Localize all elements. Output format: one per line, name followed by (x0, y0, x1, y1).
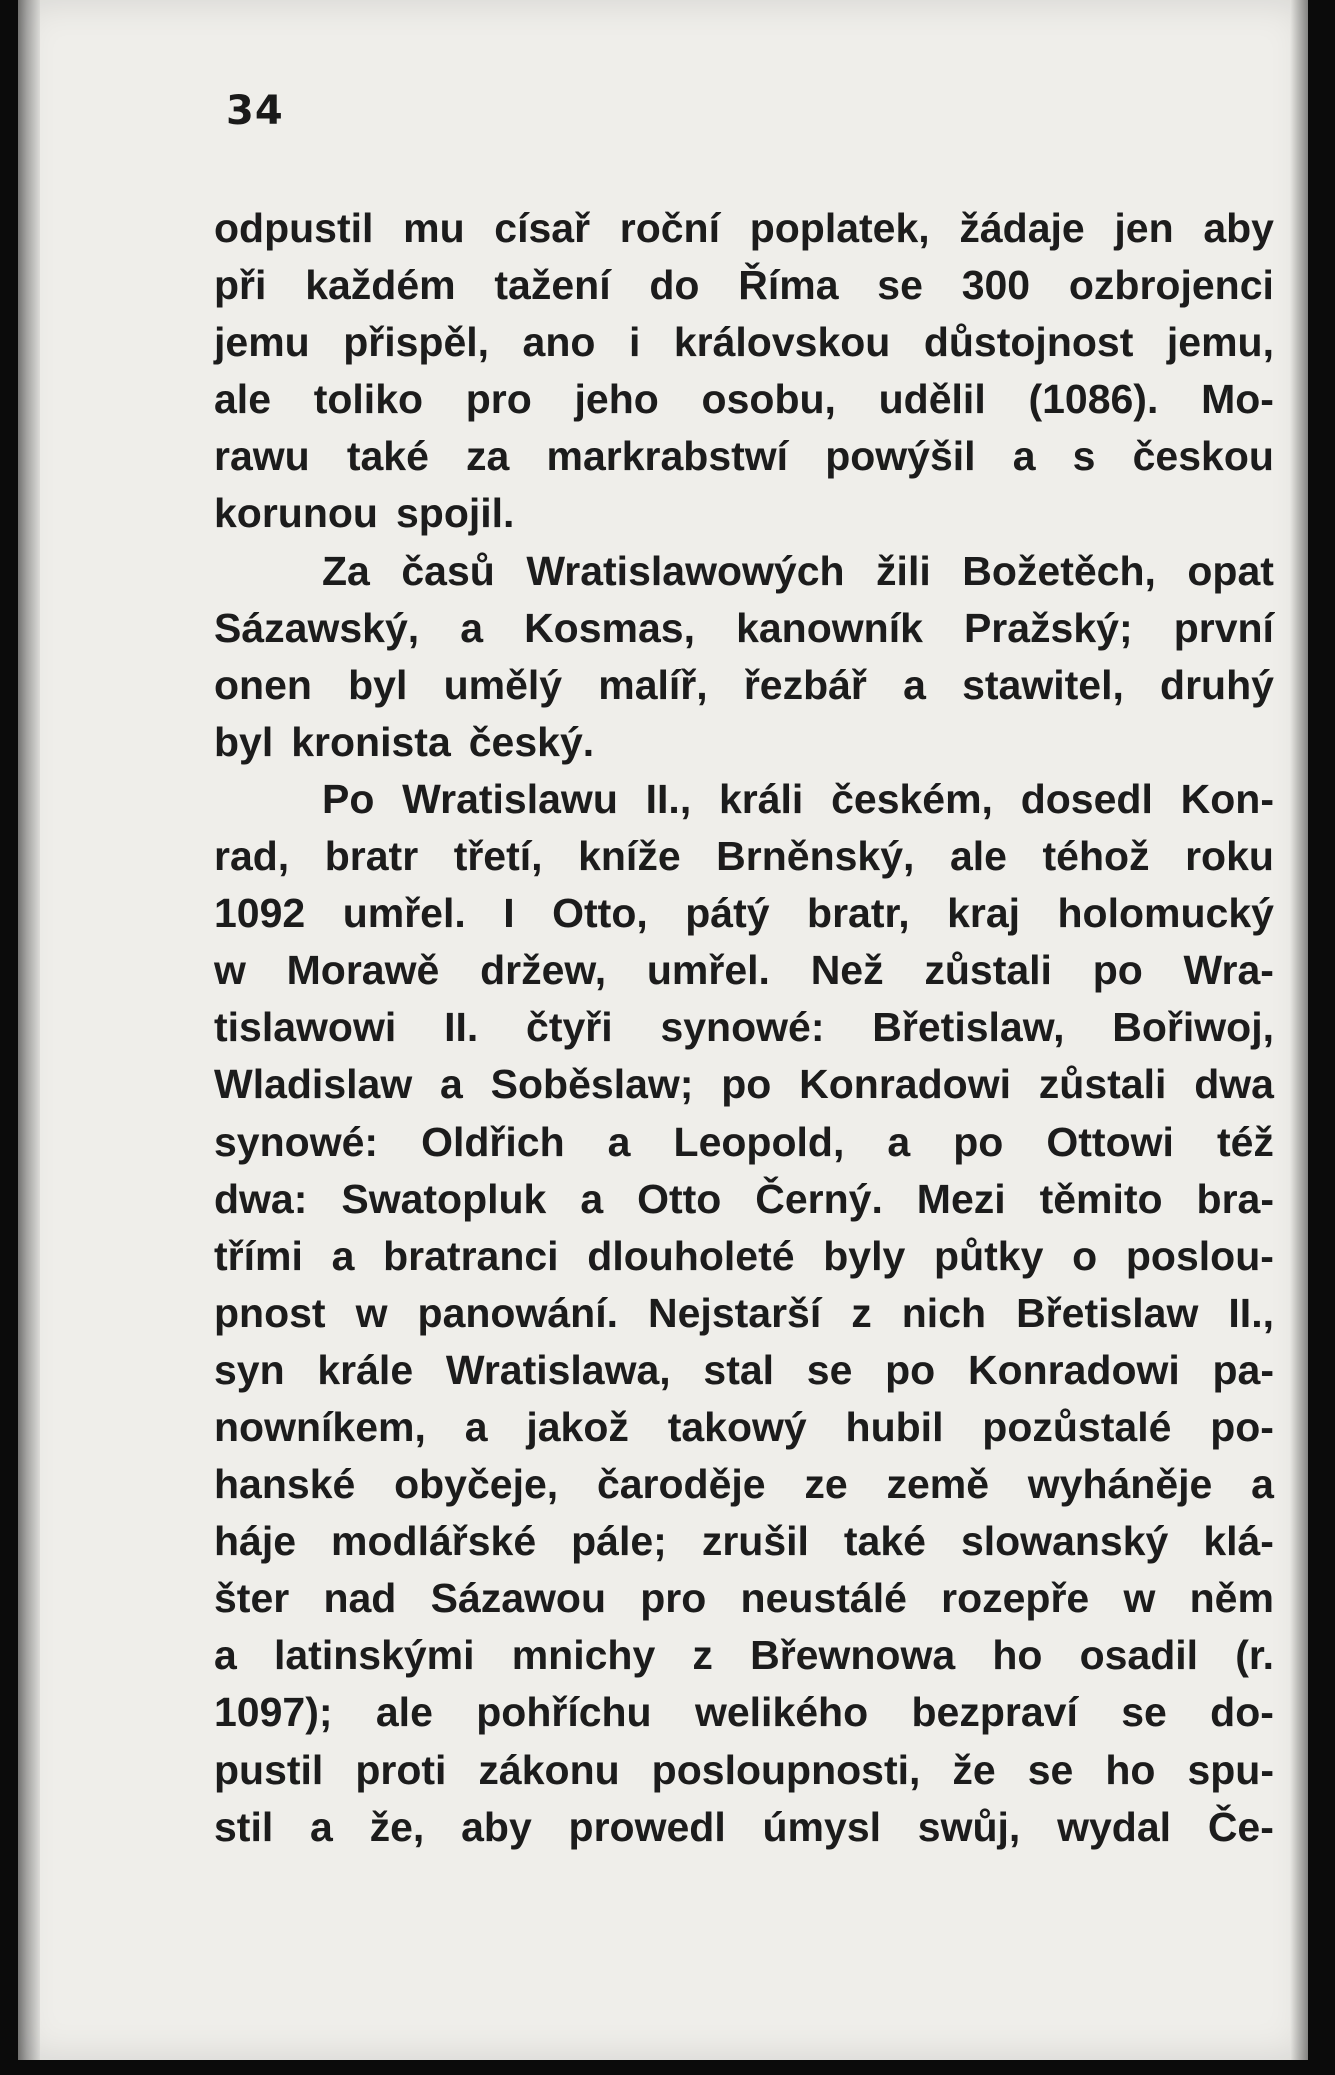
text-line (214, 543, 1274, 600)
word: swůj, (917, 1803, 1021, 1850)
word: Konradowi (799, 1061, 1011, 1108)
word: Otto (637, 1175, 722, 1222)
word: též (1216, 1118, 1274, 1165)
text-line (214, 1627, 1274, 1684)
word: jeho (574, 376, 659, 423)
word: Nejstarší (648, 1289, 822, 1336)
word: třími (214, 1232, 303, 1279)
word: umřel. (646, 947, 770, 994)
word: jakož (526, 1403, 629, 1450)
word: byl (214, 718, 274, 765)
word: český. (468, 718, 595, 765)
word: dosedl (1020, 775, 1153, 822)
word: českou (1132, 433, 1274, 480)
text-line (214, 1056, 1274, 1113)
word: zůstali (924, 947, 1052, 994)
word: těmito (1039, 1175, 1163, 1222)
word: při (214, 262, 267, 309)
word: spu- (1187, 1746, 1274, 1793)
word: Břetislaw (1016, 1289, 1199, 1336)
word: pro (465, 376, 532, 423)
text-line (214, 1456, 1274, 1513)
word: Wratislawu (402, 775, 618, 822)
word: Černý. (755, 1175, 883, 1222)
text-line (214, 314, 1274, 371)
word: kníže (578, 833, 681, 880)
text-line (214, 1684, 1274, 1741)
word: (r. (1235, 1632, 1274, 1679)
word: a (214, 1632, 237, 1679)
word: posloupnosti, (651, 1746, 921, 1793)
word: II. (444, 1004, 479, 1051)
word: a (464, 1403, 488, 1450)
word: a (310, 1803, 333, 1850)
word: za (466, 433, 510, 480)
word: něm (1189, 1575, 1274, 1622)
word: byl (348, 661, 408, 708)
word: rozepře (941, 1575, 1090, 1622)
word: Mezi (916, 1175, 1006, 1222)
word: panowání. (417, 1289, 618, 1336)
word: krále (317, 1346, 414, 1393)
word: druhý (1160, 661, 1274, 708)
text-line (214, 200, 1274, 257)
text-line (214, 428, 1274, 485)
word: pa- (1212, 1346, 1274, 1393)
word: přispěl, (343, 319, 490, 366)
word: synowé: (660, 1004, 825, 1051)
word: Če- (1207, 1803, 1274, 1850)
word: Břewnowa (750, 1632, 956, 1679)
word: synowé: (214, 1118, 379, 1165)
text-line (214, 1570, 1274, 1627)
text-line (214, 485, 1274, 542)
word: Po (322, 775, 375, 822)
word: každém (305, 262, 456, 309)
word: a (1012, 433, 1036, 480)
word: Sázawou (430, 1575, 607, 1622)
word: jen (1114, 205, 1174, 251)
word: ozbrojenci (1068, 262, 1274, 309)
page-number: 34 (226, 88, 284, 134)
word: Soběslaw; (490, 1061, 694, 1108)
word: téhož (1042, 833, 1150, 880)
word: časů (401, 547, 495, 594)
word: Wladislaw (214, 1061, 413, 1108)
word: w (1123, 1575, 1156, 1622)
word: byly (823, 1232, 906, 1279)
word: po (953, 1118, 1004, 1165)
word: Otto, (552, 890, 648, 937)
word: ale (375, 1689, 433, 1736)
text-line (214, 657, 1274, 714)
word: že (952, 1746, 996, 1793)
word: mnichy (511, 1632, 656, 1679)
word: Morawě (286, 947, 440, 994)
text-line (214, 1399, 1274, 1456)
word: první (1173, 604, 1274, 651)
word: čaroděje (596, 1461, 766, 1508)
word: králi (718, 775, 804, 822)
word: a (580, 1175, 604, 1222)
word: w (214, 947, 246, 994)
word: pátý (685, 890, 770, 937)
word: obyčeje, (394, 1461, 559, 1508)
word: dwa: (214, 1175, 308, 1222)
word: po (721, 1061, 772, 1108)
word: syn (214, 1346, 285, 1393)
word: bratranci (383, 1232, 559, 1279)
word: pále; (571, 1518, 667, 1565)
text-line (214, 1114, 1274, 1171)
word: roku (1185, 833, 1274, 880)
word: úmysl (762, 1803, 882, 1850)
text-line (214, 1171, 1274, 1228)
word: bratr (324, 833, 419, 880)
word: osobu, (701, 376, 836, 423)
word: Říma (738, 262, 839, 309)
word: Konradowi (967, 1346, 1180, 1393)
word: Než (810, 947, 884, 994)
word: udělil (878, 376, 986, 423)
word: wyháněje (1027, 1461, 1213, 1508)
text-line (214, 828, 1274, 885)
word: (1086). (1028, 376, 1159, 423)
word: onen (214, 661, 312, 708)
text-line (214, 1799, 1274, 1856)
word: hubil (845, 1403, 944, 1450)
word: rawu (214, 433, 310, 480)
text-line (214, 714, 1274, 771)
word: I (503, 890, 515, 937)
word: jemu, (1166, 319, 1274, 366)
word: Oldřich (421, 1118, 565, 1165)
word: tislawowi (214, 1004, 397, 1051)
text-line (214, 1513, 1274, 1570)
text-line (214, 771, 1274, 828)
word: Wratislawowých (526, 547, 845, 594)
word: poslou- (1125, 1232, 1274, 1279)
word: opat (1187, 547, 1274, 594)
text-line (214, 371, 1274, 428)
word: 300 (961, 262, 1031, 309)
word: ano (522, 319, 596, 366)
word: zůstali (1038, 1061, 1167, 1108)
word: půtky (934, 1232, 1044, 1279)
word: spojil. (395, 490, 515, 537)
word: Bořiwoj, (1112, 1004, 1274, 1051)
word: a (607, 1118, 631, 1165)
word: II., (645, 775, 692, 822)
word: Za (322, 547, 370, 594)
word: klá- (1203, 1518, 1274, 1565)
word: hanské (214, 1461, 356, 1508)
text-line (214, 600, 1274, 657)
word: prowedl (568, 1803, 726, 1850)
word: bra- (1196, 1175, 1274, 1222)
text-line (214, 257, 1274, 314)
word: II., (1228, 1289, 1274, 1336)
word: a (903, 661, 926, 708)
word: neustálé (740, 1575, 907, 1622)
word: třetí, (453, 833, 543, 880)
body-text (214, 200, 1274, 1856)
word: a (440, 1061, 463, 1108)
word: ze (804, 1461, 848, 1508)
word: nich (901, 1289, 987, 1336)
word: korunou (214, 490, 378, 537)
word: a (1251, 1461, 1274, 1508)
word: žili (876, 547, 931, 594)
word: takowý (667, 1403, 807, 1450)
word: ale (214, 376, 271, 423)
word: latinskými (273, 1632, 475, 1679)
text-line (214, 999, 1274, 1056)
word: šter (214, 1575, 290, 1622)
word: a (331, 1232, 355, 1279)
word: se (1027, 1746, 1074, 1793)
word: i (628, 319, 641, 366)
word: po (1092, 947, 1143, 994)
word: holomucký (1057, 890, 1274, 937)
word: rad, (214, 833, 290, 880)
word: zákonu (478, 1746, 620, 1793)
word: Kon- (1180, 775, 1274, 822)
word: Wratislawa, (445, 1346, 671, 1393)
word: žádaje (959, 205, 1085, 251)
text-line (214, 942, 1274, 999)
word: ho (1105, 1746, 1156, 1793)
word: zrušil (701, 1518, 809, 1565)
word: toliko (313, 376, 424, 423)
word: nowníkem, (214, 1403, 426, 1450)
word: pohříchu (476, 1689, 652, 1736)
word: Sázawský, (214, 604, 420, 651)
word: mu (403, 205, 465, 251)
word: háje (214, 1518, 297, 1565)
word: dwa (1194, 1061, 1274, 1108)
word: modlářské (331, 1518, 537, 1565)
word: powýšil (825, 433, 976, 480)
word: Božetěch, (962, 547, 1156, 594)
word: aby (461, 1803, 532, 1850)
word: Ottowi (1046, 1118, 1174, 1165)
word: že, (369, 1803, 425, 1850)
word: a (460, 604, 484, 651)
word: Břetislaw, (872, 1004, 1065, 1051)
word: se (806, 1346, 853, 1393)
page-left-edge-shadow (18, 0, 40, 2060)
word: důstojnost (923, 319, 1134, 366)
word: osadil (1079, 1632, 1199, 1679)
word: královskou (673, 319, 891, 366)
word: řezbář (743, 661, 867, 708)
word: bratr, (807, 890, 910, 937)
word: aby (1203, 205, 1274, 251)
word: kronista (291, 718, 451, 765)
word: pozůstalé (982, 1403, 1172, 1450)
word: w (355, 1289, 388, 1336)
text-line (214, 1228, 1274, 1285)
word: umřel. (342, 890, 466, 937)
word: Leopold, (673, 1118, 845, 1165)
word: umělý (443, 661, 563, 708)
word: po (885, 1346, 936, 1393)
word: markrabstwí (546, 433, 789, 480)
word: se (1121, 1689, 1167, 1736)
word: Swatopluk (341, 1175, 547, 1222)
word: do- (1210, 1689, 1274, 1736)
word: pustil (214, 1746, 324, 1793)
word: ho (992, 1632, 1043, 1679)
word: odpustil (214, 205, 374, 251)
word: Mo- (1201, 376, 1274, 423)
word: se (877, 262, 923, 309)
word: slowanský (960, 1518, 1169, 1565)
word: wydal (1057, 1803, 1172, 1850)
word: císař (494, 205, 591, 251)
word: z (851, 1289, 872, 1336)
word: českém, (831, 775, 993, 822)
page-right-edge-shadow (1290, 0, 1308, 2060)
word: dlouholeté (587, 1232, 795, 1279)
word: poplatek, (749, 205, 930, 251)
word: roční (619, 205, 720, 251)
word: do (649, 262, 700, 309)
word: pnost (214, 1289, 326, 1336)
text-line (214, 885, 1274, 942)
word: malíř, (598, 661, 708, 708)
word: stal (703, 1346, 775, 1393)
word: pro (640, 1575, 707, 1622)
word: 1092 (214, 890, 306, 937)
word: s (1072, 433, 1096, 480)
word: nad (323, 1575, 397, 1622)
word: bezpraví (911, 1689, 1078, 1736)
book-page (18, 0, 1308, 2060)
word: také (843, 1518, 926, 1565)
word: stil (214, 1803, 274, 1850)
word: Pražský; (963, 604, 1133, 651)
word: proti (355, 1746, 447, 1793)
word: a (887, 1118, 911, 1165)
word: 1097); (214, 1689, 333, 1736)
word: držew, (480, 947, 607, 994)
word: země (886, 1461, 989, 1508)
word: kanowník (736, 604, 923, 651)
word: Kosmas, (524, 604, 695, 651)
text-line (214, 1742, 1274, 1799)
word: čtyři (526, 1004, 613, 1051)
word: Wra- (1183, 947, 1274, 994)
word: ale (949, 833, 1007, 880)
word: Brněnský, (716, 833, 915, 880)
text-line (214, 1342, 1274, 1399)
word: jemu (214, 319, 310, 366)
word: také (346, 433, 429, 480)
word: po- (1210, 1403, 1274, 1450)
word: o (1072, 1232, 1098, 1279)
word: stawitel, (962, 661, 1124, 708)
word: tažení (494, 262, 611, 309)
text-line (214, 1285, 1274, 1342)
word: welikého (694, 1689, 869, 1736)
word: z (692, 1632, 713, 1679)
word: kraj (947, 890, 1021, 937)
